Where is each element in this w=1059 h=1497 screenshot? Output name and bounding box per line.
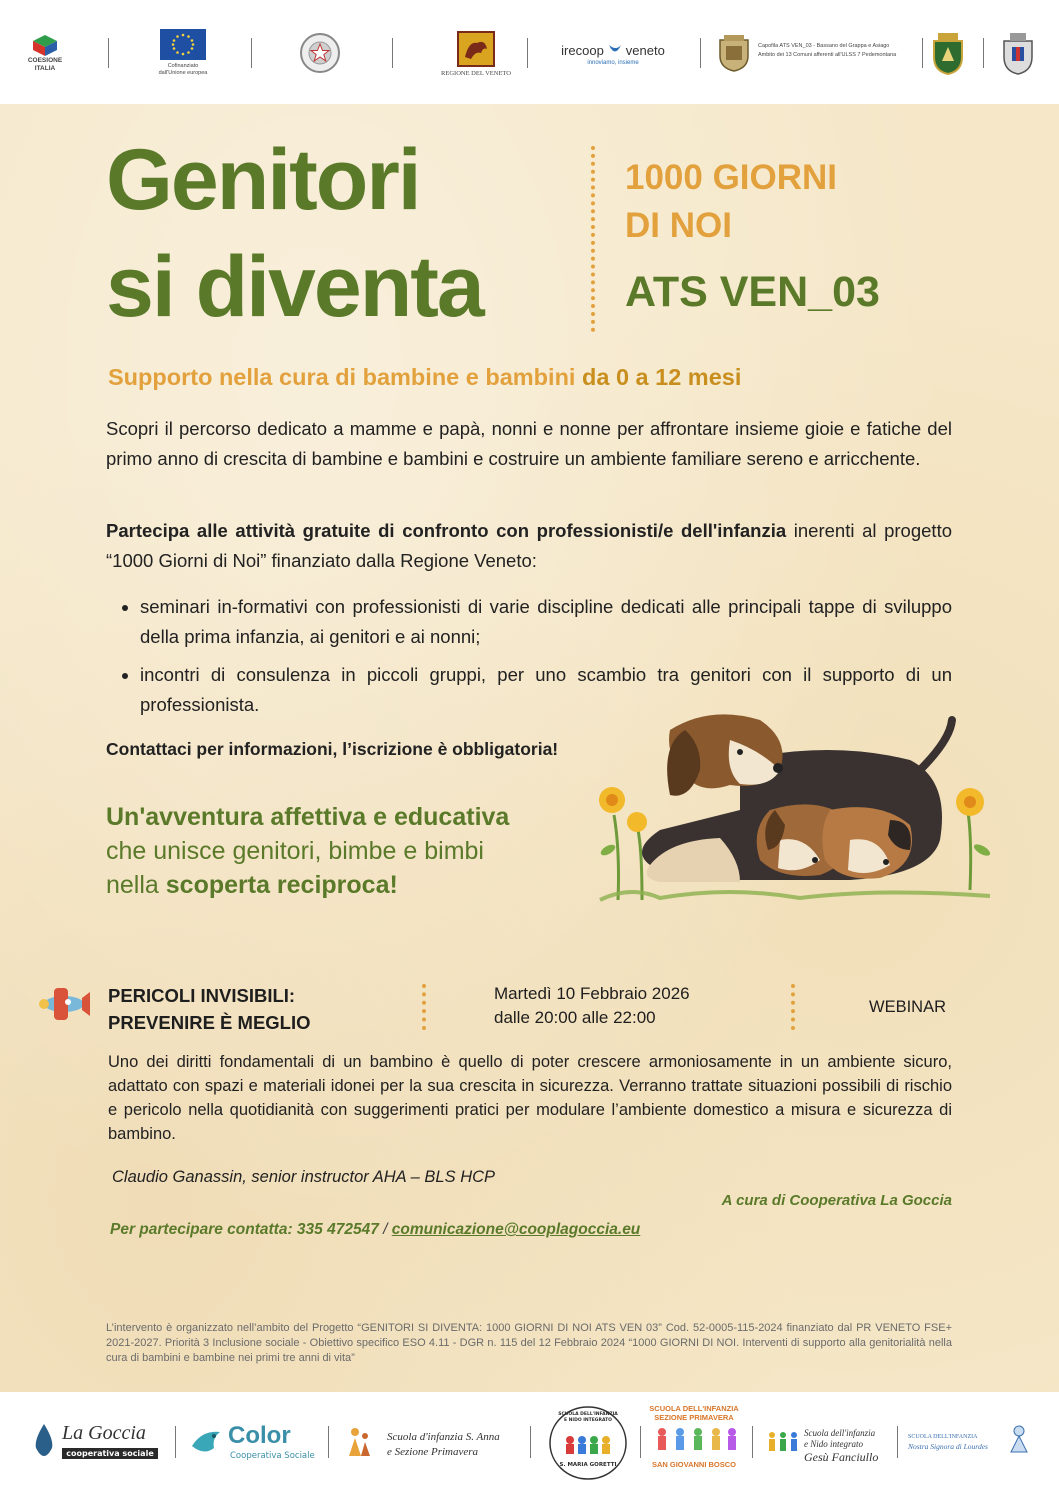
header-logo-bar [0,0,1059,104]
color-wordmark: Color [228,1422,291,1449]
eu-flag-icon [160,29,206,60]
event-datetime [494,982,690,1030]
footer-separator [640,1426,641,1458]
participate-paragraph [106,516,952,576]
sgb-top2: SEZIONE PRIMAVERA [654,1413,734,1422]
color-subtitle: Cooperativa Sociale [230,1451,315,1461]
irecoop-tagline: innoviamo, insieme [587,60,639,66]
footer-separator [530,1426,531,1458]
hero-subtitle-line2: DI NOI [625,206,732,245]
header-separator [108,38,109,68]
capofila-block [716,34,916,74]
comune-crest-icon [998,31,1038,75]
event-date: Martedì 10 Febbraio 2026 [494,984,690,1003]
maria-goretti-top-text: SCUOLA DELL'INFANZIA E NIDO INTEGRATO [558,1412,618,1423]
header-separator [251,38,252,68]
list-item: • seminari in-formativi con professionisti di varie discipline dedicati alle principali tappe di sviluppo della prima infanzia, ai genitori e ai nonni; [140,592,952,652]
partner-logo-bar [0,1392,1059,1497]
capofila-line1: Capofila ATS VEN_03 - Bassano del Grappa e Asiago [758,43,890,49]
gesu-line2: e Nido integrato [804,1439,863,1449]
children-icon [345,1426,373,1458]
header-separator [922,38,923,68]
event-curated-by: A cura di Cooperativa La Goccia [721,1192,952,1209]
puppy-two [822,807,912,878]
coesione-italia-logo [22,28,68,78]
maria-goretti-logo [548,1404,628,1482]
irecoop-veneto-wordmark: veneto [625,42,665,58]
tagline-part2: da 0 a 12 mesi [581,364,742,390]
sgb-top1: SCUOLA DELL'INFANZIA [649,1404,739,1413]
bassano-crest-icon [716,34,752,72]
intro-paragraph: Scopri il percorso dedicato a mamme e papà, nonni e nonne per affrontare insieme gioie e fatiche del primo anno di crescita di bambine e bambini e costruire un ambiente familiare sereno e arricchente. [106,418,952,469]
event-divider-1 [422,984,426,1030]
slogan-line1: Un'avventura affettiva e educativa [106,803,510,831]
regione-label: REGIONE DEL VENETO [441,70,511,77]
contact-separator: / [378,1221,392,1238]
gesu-fanciullo-logo [766,1428,896,1468]
lion-of-st-mark-icon [457,31,495,67]
asiago-crest-icon [930,31,966,75]
footer-separator [752,1426,753,1458]
lagoccia-logo [32,1418,162,1464]
lourdes-logo [908,1430,1038,1466]
header-separator [392,38,393,68]
hero-dotted-divider [591,146,595,332]
contact-note: Contattaci per informazioni, l’iscrizione è obbligatoria! [106,739,559,759]
slogan-line3 [106,868,509,902]
event-title-line2: PREVENIRE È MEGLIO [108,1012,311,1033]
comune-crest-logo [996,30,1040,76]
coesione-cube-icon [30,33,60,57]
event-divider-2 [791,984,795,1030]
event-mode: WEBINAR [869,998,947,1016]
header-separator [700,38,701,68]
bird-icon [190,1426,224,1458]
toy-airplane-icon [34,984,92,1024]
participate-rest: inerenti al progetto “1000 Giorni di Noi” finanziato dalla Regione Veneto: [106,520,952,571]
eu-cofunded-logo [154,28,212,78]
italian-emblem-icon [299,32,341,74]
slogan [106,800,509,902]
funding-footnote: L’intervento è organizzato nell’ambito del Progetto “GENITORI SI DIVENTA: 1000 GIORNI DI NOI ATS VEN 03” Cod. 52-0005-115-2024 finanziato dal PR VENETO FSE+ 2021-2027. Priorità 3 Inclusione sociale - Obiettivo specifico ESO 4.11 - DGR n. 115 del 12 Febbraio 2024 “1000 GIORNI DI NOI. Interventi di supporto alla genitorialità nella cura di bambini e bambine nei primi tre anni di vita” [106,1322,952,1364]
hero-title-line1: Genitori [106,132,420,228]
tagline-part1: Supporto nella cura di bambine e bambini [108,364,576,390]
santanna-line1: Scuola d'infanzia S. Anna [387,1431,500,1443]
children-holding-hands-icon [766,1430,800,1454]
lagoccia-subtitle: cooperativa sociale [62,1448,158,1459]
flower-left [599,787,625,900]
participate-bold: Partecipa alle attività gratuite di confronto con professionisti/e dell'infanzia [106,520,787,541]
flower-right [956,788,992,890]
lagoccia-wordmark: La Goccia [62,1422,146,1444]
color-coop-logo [190,1422,320,1464]
santanna-logo [345,1426,525,1466]
hero-ats-code: ATS VEN_03 [625,268,880,316]
madonna-icon [1006,1424,1032,1454]
water-drop-icon [32,1422,56,1458]
sgb-bottom: SAN GIOVANNI BOSCO [651,1460,737,1469]
event-time: dalle 20:00 alle 22:00 [494,1008,656,1027]
slogan-line2: che unisce genitori, bimbe e bimbi [106,837,484,865]
regione-veneto-logo [430,28,522,80]
repubblica-italiana-emblem [298,30,342,76]
event-title-line1: PERICOLI INVISIBILI: [108,985,296,1006]
irecoop-swoosh-icon [607,42,623,58]
header-separator [983,38,984,68]
hero-title-line2: si diventa [106,239,483,335]
children-row-icon [648,1422,740,1456]
coesione-label: COESIONE ITALIA [27,57,63,72]
maria-goretti-bottom-text: S. MARIA GORETTI [559,1462,617,1468]
hero-subtitle-line1: 1000 GIORNI [625,158,838,197]
lourdes-line2: Nostra Signora di Lourdes [908,1442,988,1451]
gesu-line3: Gesù Fanciullo [804,1450,879,1464]
contact-email-link[interactable]: comunicazione@cooplagoccia.eu [391,1221,641,1238]
gesu-line1: Scuola dell'infanzia [804,1428,876,1438]
irecoop-wordmark: irecoop [561,42,604,58]
footer-separator [328,1426,329,1458]
header-separator [527,38,528,68]
event-title [108,982,311,1036]
slogan-line3-pre: nella [106,871,166,899]
event-description: Uno dei diritti fondamentali di un bambino è quello di poter crescere armoniosamente in un ambiente sicuro, adattato con spazi e materiali idonei per la sua crescita in sicurezza. Verranno trattate situazioni possibili di rischio e pericolo nella quotidianità con suggerimenti pratici per modulare l’ambiente domestico a misura e sicurezza di bambino. [108,1053,952,1143]
beagle-family-illustration [590,700,1000,910]
san-giovanni-bosco-logo [648,1404,740,1486]
event-speaker: Claudio Ganassin, senior instructor AHA – BLS HCP [112,1168,496,1186]
contact-phone: Per partecipare contatta: 335 472547 [110,1221,379,1238]
tagline [108,362,958,392]
slogan-line3-bold: scoperta reciproca! [165,871,398,899]
capofila-line2: Ambito dei 13 Comuni afferenti all'ULSS 7 Pedemontana [758,52,897,58]
santanna-line2: e Sezione Primavera [387,1446,479,1458]
eu-caption: Cofinanziato dall'Unione europea [158,63,208,76]
event-contact [110,1219,640,1241]
footer-separator [175,1426,176,1458]
irecoop-veneto-logo [548,36,678,72]
asiago-crest-logo [928,30,968,76]
lourdes-line1: SCUOLA DELL'INFANZIA [908,1434,978,1440]
list-item: • incontri di consulenza in piccoli gruppi, per uno scambio tra genitori con il supporto di un professionista. [140,660,952,720]
footer-separator [897,1426,898,1458]
